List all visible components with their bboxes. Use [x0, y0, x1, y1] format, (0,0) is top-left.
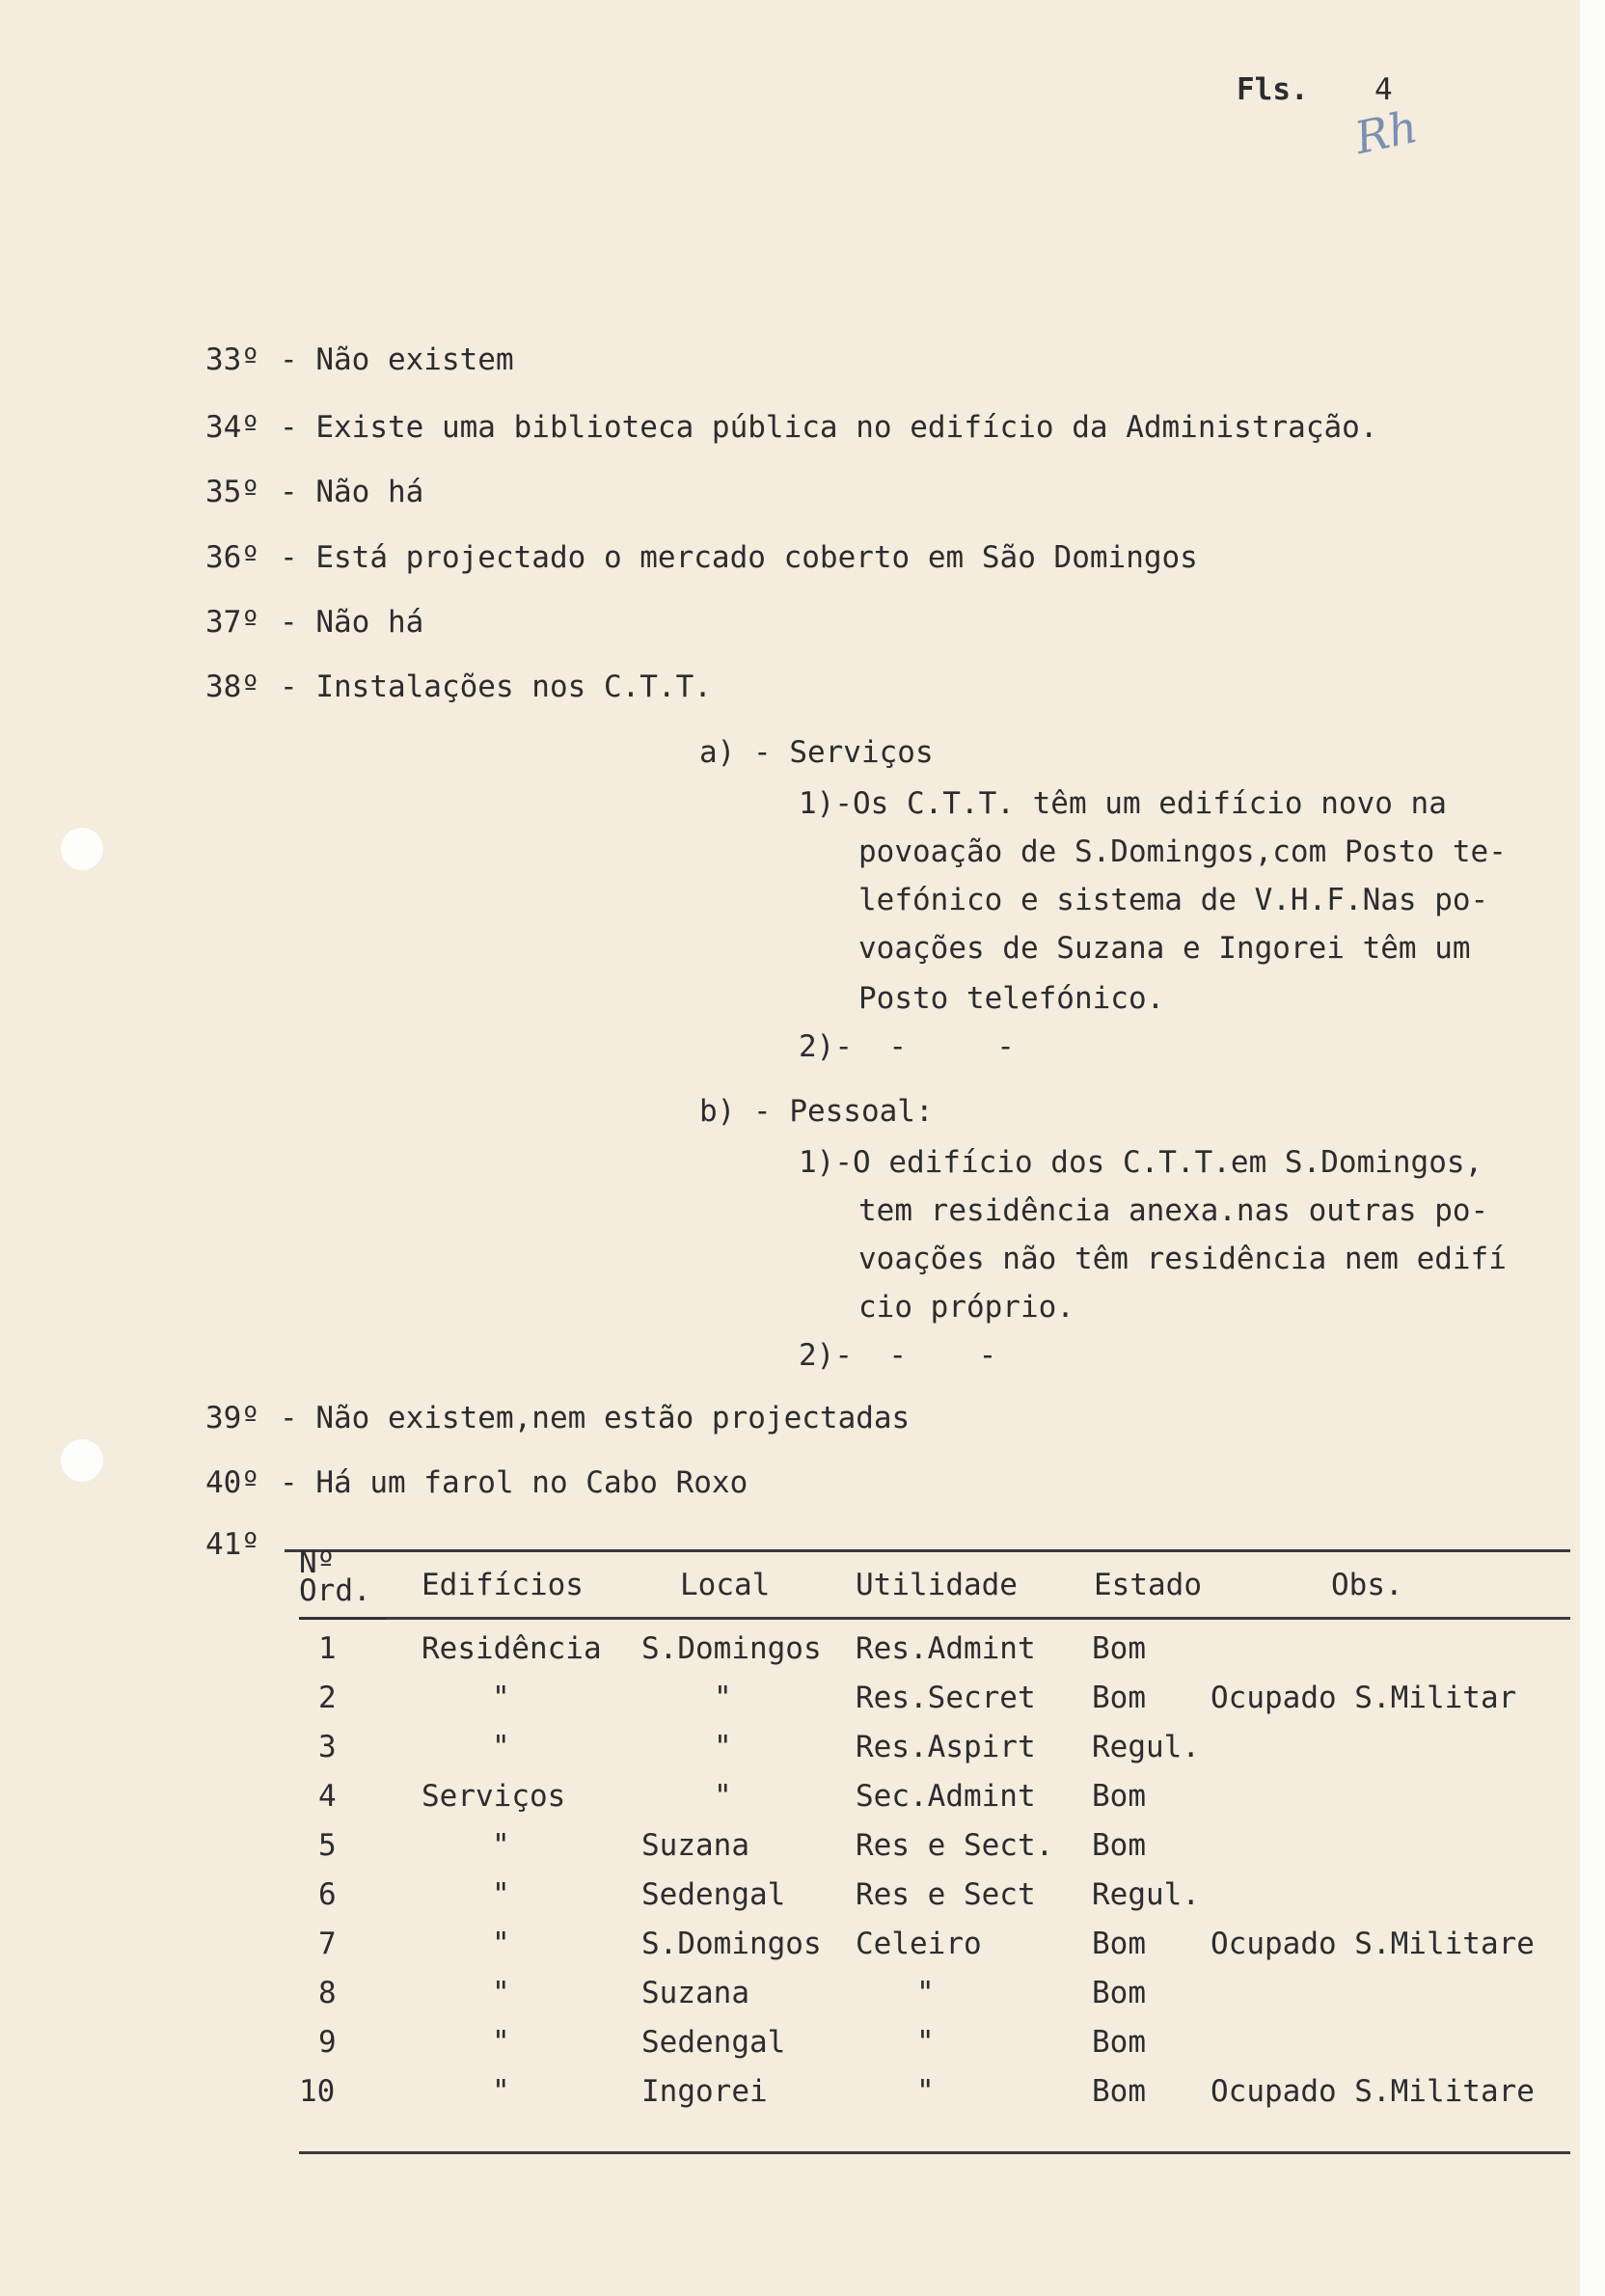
subsection-b1-line: tem residência anexa.nas outras po-	[858, 1193, 1489, 1228]
handwritten-initials: Rh	[1350, 99, 1423, 165]
table-cell: Celeiro	[856, 1927, 982, 1961]
folio-number: 4	[1374, 72, 1393, 107]
subsection-b1-line: 1)-O edifício dos C.T.T.em S.Domingos,	[799, 1145, 1483, 1180]
table-cell: "	[492, 1681, 510, 1715]
subsection-a1-line: 1)-Os C.T.T. têm um edifício novo na	[799, 786, 1447, 821]
item-number: 37º	[205, 605, 259, 640]
table-cell: Regul.	[1092, 1877, 1200, 1912]
item-number: 34º	[205, 410, 259, 445]
table-cell: Residência	[422, 1631, 602, 1666]
table-cell: Sedengal	[641, 1877, 786, 1912]
table-cell: 3	[318, 1730, 337, 1764]
item-text: - Não há	[280, 475, 424, 509]
table-cell: Bom	[1092, 1631, 1146, 1666]
table-bottom-rule	[299, 2151, 1570, 2154]
table-cell: Bom	[1092, 1828, 1146, 1863]
subsection-a1-line: lefónico e sistema de V.H.F.Nas po-	[858, 883, 1489, 917]
table-cell: Suzana	[641, 1828, 749, 1863]
table-cell: Sedengal	[641, 2025, 786, 2060]
table-cell: "	[916, 2074, 935, 2109]
table-cell: "	[492, 1976, 510, 2010]
table-cell: 7	[318, 1927, 337, 1961]
item-number: 40º	[205, 1465, 259, 1500]
table-cell: "	[916, 2025, 935, 2060]
table-cell: Ocupado S.Militare	[1211, 1927, 1535, 1961]
subsection-b2: 2)- - -	[799, 1338, 997, 1373]
table-cell: Bom	[1092, 2074, 1146, 2109]
table-item-number: 41º	[205, 1527, 259, 1562]
table-cell: "	[714, 1730, 732, 1764]
item-text: - Não existem	[280, 342, 514, 377]
table-cell: Serviços	[422, 1779, 566, 1814]
table-cell: Res.Aspirt	[856, 1730, 1036, 1764]
table-cell: Bom	[1092, 1976, 1146, 2010]
item-text: - Não há	[280, 605, 424, 640]
table-header-cell: Obs.	[1331, 1568, 1403, 1602]
table-cell: Bom	[1092, 1779, 1146, 1814]
table-cell: 9	[318, 2025, 337, 2060]
table-cell: Bom	[1092, 2025, 1146, 2060]
subsection-b1-line: voações não têm residência nem edifí	[858, 1242, 1507, 1276]
table-cell: Ocupado S.Militar	[1211, 1681, 1517, 1715]
item-number: 36º	[205, 540, 259, 575]
item-text: - Está projectado o mercado coberto em São Domingos	[280, 540, 1198, 575]
table-cell: "	[492, 2025, 510, 2060]
item-text: - Instalações nos C.T.T.	[280, 670, 712, 704]
table-cell: Res.Secret	[856, 1681, 1036, 1715]
table-cell: "	[714, 1681, 732, 1715]
table-header-cell: Estado	[1094, 1568, 1202, 1602]
table-cell: Res.Admint	[856, 1631, 1036, 1666]
table-header-cell: Local	[680, 1568, 771, 1602]
table-cell: Bom	[1092, 1681, 1146, 1715]
subsection-a1-line: povoação de S.Domingos,com Posto te-	[858, 834, 1507, 869]
subsection-a1-line: Posto telefónico.	[858, 981, 1165, 1016]
item-number: 35º	[205, 475, 259, 509]
table-cell: Ingorei	[641, 2074, 768, 2109]
subsection-b-label: b) - Pessoal:	[699, 1094, 934, 1129]
table-cell: 10	[299, 2074, 336, 2109]
table-cell: 2	[318, 1681, 337, 1715]
item-number: 38º	[205, 670, 259, 704]
table-cell: 5	[318, 1828, 337, 1863]
table-cell: "	[492, 1927, 510, 1961]
table-header-cell: Nº Ord.	[299, 1545, 371, 1609]
table-cell: "	[492, 1828, 510, 1863]
table-cell: "	[492, 1877, 510, 1912]
table-cell: 8	[318, 1976, 337, 2010]
punch-hole	[61, 1439, 103, 1482]
table-cell: 4	[318, 1779, 337, 1814]
table-cell: "	[492, 1730, 510, 1764]
page-edge	[1580, 0, 1605, 2296]
table-cell: Regul.	[1092, 1730, 1200, 1764]
ord-underline	[299, 1618, 386, 1620]
subsection-a1-line: voações de Suzana e Ingorei têm um	[858, 931, 1471, 966]
subsection-b1-line: cio próprio.	[858, 1290, 1075, 1325]
table-header-cell: Utilidade	[856, 1568, 1018, 1602]
subsection-a2: 2)- - -	[799, 1029, 1015, 1064]
table-top-rule	[285, 1549, 1570, 1552]
table-cell: S.Domingos	[641, 1927, 822, 1961]
punch-hole	[61, 828, 103, 870]
table-header-cell: Edifícios	[422, 1568, 584, 1602]
item-number: 39º	[205, 1401, 259, 1435]
table-header-rule	[299, 1617, 1570, 1620]
table-cell: "	[492, 2074, 510, 2109]
table-cell: Suzana	[641, 1976, 749, 2010]
table-cell: S.Domingos	[641, 1631, 822, 1666]
table-cell: Ocupado S.Militare	[1211, 2074, 1535, 2109]
table-cell: Sec.Admint	[856, 1779, 1036, 1814]
subsection-a-label: a) - Serviços	[699, 735, 934, 770]
folio-label: Fls.	[1237, 72, 1309, 107]
table-cell: Res e Sect	[856, 1877, 1036, 1912]
table-cell: 1	[318, 1631, 337, 1666]
item-number: 33º	[205, 342, 259, 377]
item-text: - Não existem,nem estão projectadas	[280, 1401, 911, 1435]
table-cell: 6	[318, 1877, 337, 1912]
item-text: - Há um farol no Cabo Roxo	[280, 1465, 748, 1500]
table-cell: "	[916, 1976, 935, 2010]
item-text: - Existe uma biblioteca pública no edifício da Administração.	[280, 410, 1378, 445]
table-cell: Bom	[1092, 1927, 1146, 1961]
table-cell: Res e Sect.	[856, 1828, 1054, 1863]
table-cell: "	[714, 1779, 732, 1814]
